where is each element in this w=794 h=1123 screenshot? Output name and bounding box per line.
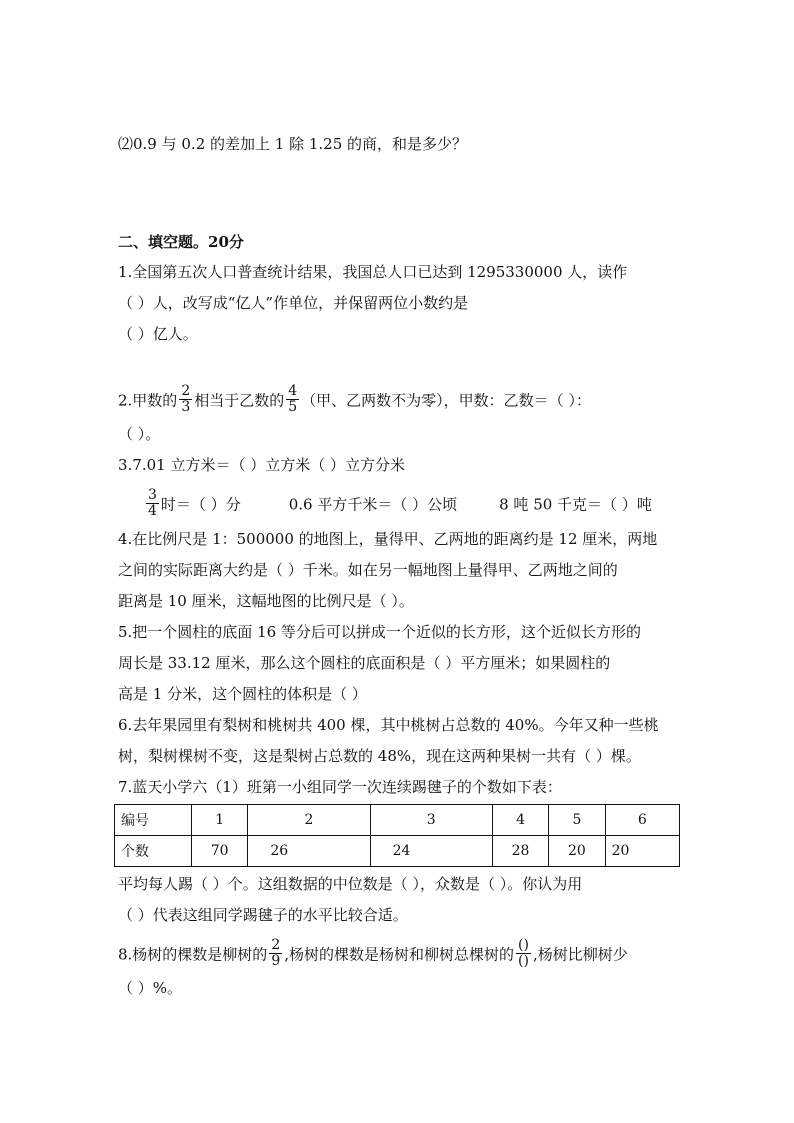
q5-line-2: 周长是 33.12 厘米，那么这个圆柱的底面积是（ ）平方厘米；如果圆柱的 [118,654,611,672]
table-cell: 4 [492,805,548,836]
q8-fraction-1 [269,938,282,969]
q2-fraction-1-denominator: 3 [181,399,191,415]
q7-after-line-2: （ ）代表这组同学踢毽子的水平比较合适。 [118,906,408,924]
q4-line-2: 之间的实际距离大约是（ ）千米。如在另一幅地图上量得甲、乙两地之间的 [118,561,618,579]
q3-part-2: 0.6 平方千米＝（ ）公顷 [288,495,458,514]
q3-part-3: 8 吨 50 千克＝（ ）吨 [499,495,652,514]
q3-part-1: 时＝（ ）分 [160,495,241,514]
q2-prefix: 2.甲数的 [118,391,178,410]
table-cell: 个数 [115,836,192,867]
table-cell: 28 [492,836,548,867]
q2-fraction-2 [286,384,299,415]
table-cell: 1 [192,805,248,836]
q1-line-3: （ ）亿人。 [118,325,198,343]
section-2-title: 二、填空题。20分 [118,233,244,251]
q5-line-1: 5.把一个圆柱的底面 16 等分后可以拼成一个近似的长方形，这个近似长方形的 [118,623,641,641]
table-cell: 24 [370,836,492,867]
q6-line-1: 6.去年果园里有梨树和桃树共 400 棵，其中桃树占总数的 40%。今年又种一些桃 [118,716,659,734]
q8-line-2: （ ）%。 [118,979,183,997]
q1-line-2: （ ）人，改写成“亿人”作单位，并保留两位小数约是 [118,294,469,312]
q8-suffix: ,杨树比柳树少 [532,945,628,964]
q8-fraction-2 [516,938,531,969]
question-prev-2: ⑵0.9 与 0.2 的差加上 1 除 1.25 的商，和是多少？ [118,135,468,153]
table-row [115,805,680,836]
q8-fraction-1-denominator: 9 [271,953,281,969]
q7-line-1: 7.蓝天小学六（1）班第一小组同学一次连续踢毽子的个数如下表： [118,778,562,796]
q8-fraction-2-numerator: () [518,937,529,953]
q7-after-line-1: 平均每人踢（ ）个。这组数据的中位数是（ ），众数是（ ）。你认为用 [118,875,583,893]
q3-line-2 [144,487,652,521]
q8-fraction-1-numerator: 2 [271,937,281,953]
q5-line-3: 高是 1 分米，这个圆柱的体积是（ ） [118,685,367,703]
table-cell: 70 [192,836,248,867]
q6-line-2: 树，梨树棵树不变，这是梨树占总数的 48%，现在这两种果树一共有（ ）棵。 [118,747,641,765]
q2-suffix: （甲、乙两数不为零），甲数：乙数＝（ ）： [301,391,591,410]
q2-line-2: （ ）。 [118,425,161,443]
table-cell: 26 [248,836,370,867]
q8-prefix: 8.杨树的棵数是柳树的 [118,945,268,964]
q2-fraction-2-denominator: 5 [288,399,298,415]
q8-mid: ,杨树的棵数是杨树和柳树总棵树的 [284,945,515,964]
table-cell: 编号 [115,805,192,836]
q8-line-1 [118,937,628,971]
q2-mid: 相当于乙数的 [194,391,285,410]
q3-line-1: 3.7.01 立方米＝（ ）立方米（ ）立方分米 [118,456,406,474]
q1-line-1: 1.全国第五次人口普查统计结果，我国总人口已达到 1295330000 人，读作 [118,263,628,281]
q3-fraction-denominator: 4 [148,503,157,519]
table-cell: 2 [248,805,370,836]
kick-count-table [114,804,680,867]
table-cell: 3 [370,805,492,836]
table-cell: 20 [549,836,605,867]
q2-fraction-1-numerator: 2 [181,383,191,399]
q2-fraction-2-numerator: 4 [288,383,298,399]
q8-fraction-2-denominator: () [518,953,529,969]
table-row [115,836,680,867]
q2-line-1 [118,383,591,417]
q2-fraction-1 [179,384,192,415]
table-cell: 20 [605,836,679,867]
table-cell: 6 [605,805,679,836]
q3-fraction [146,488,159,519]
q3-fraction-numerator: 3 [148,487,157,503]
table-cell: 5 [549,805,605,836]
q4-line-1: 4.在比例尺是 1：500000 的地图上，量得甲、乙两地的距离约是 12 厘米，两地 [118,530,658,548]
q4-line-3: 距离是 10 厘米，这幅地图的比例尺是（ ）。 [118,592,414,610]
